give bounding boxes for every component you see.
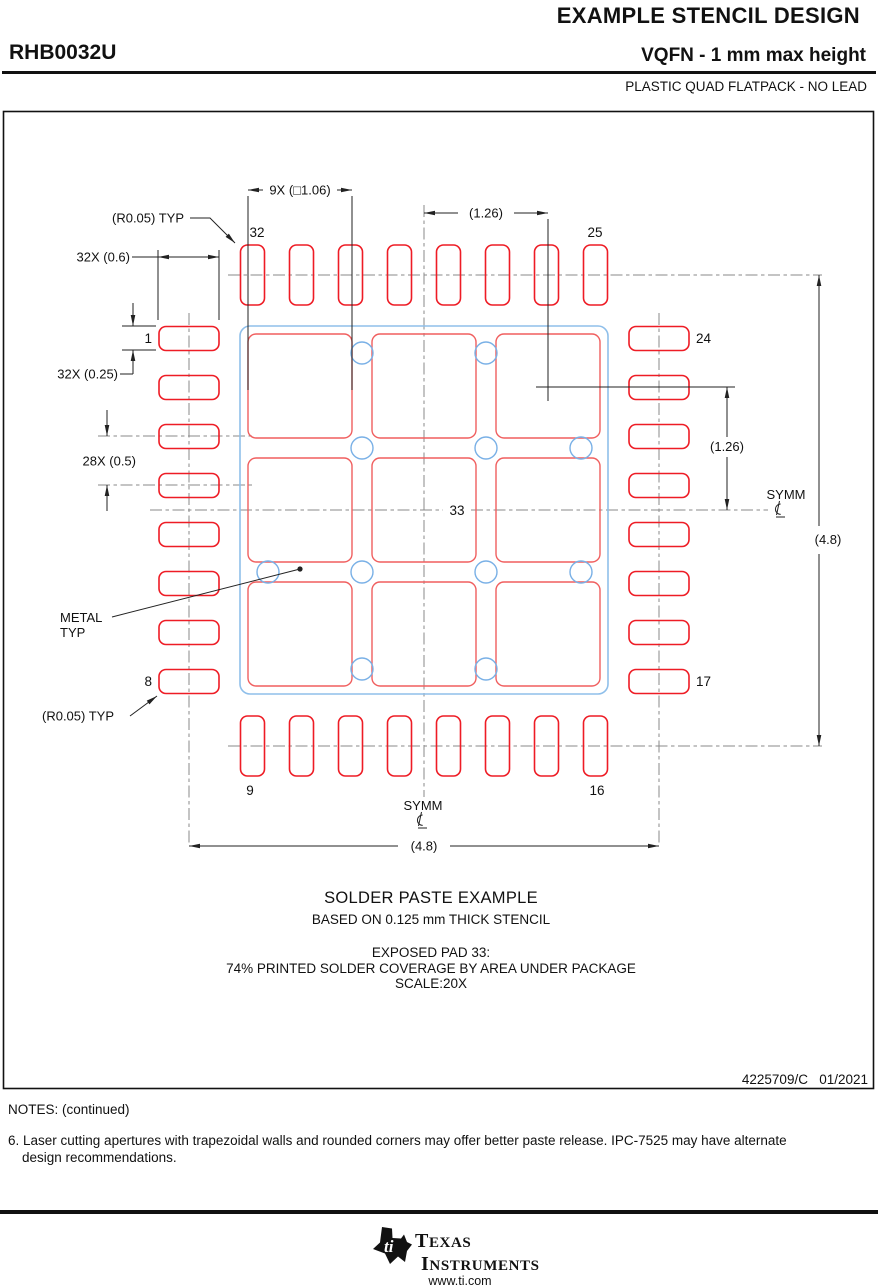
pin-16: 16: [589, 783, 605, 798]
pin-8: 8: [144, 674, 152, 689]
dimension-lines: [107, 190, 819, 846]
pin-17: 17: [696, 674, 712, 689]
dim-pad-width: 32X (0.25): [57, 366, 118, 382]
metal-label-line1: METAL: [60, 610, 103, 625]
pin-labels: [144, 225, 711, 798]
dim-spacing-y: (1.26): [710, 439, 744, 454]
centerline-symbol-right: [775, 501, 785, 517]
ti-wordmark: [415, 1231, 540, 1274]
dim-width: (4.8): [410, 838, 438, 854]
caption-scale: SCALE:20X: [394, 976, 468, 991]
notes-heading: NOTES: (continued): [8, 1102, 130, 1117]
package-type: PLASTIC QUAD FLATPACK - NO LEAD: [625, 79, 867, 94]
dimension-labels: [42, 183, 841, 854]
pin-25: 25: [587, 225, 603, 240]
caption-spacer: [0, 928, 862, 946]
pin-9: 9: [246, 783, 254, 798]
radius-typ-bottom: (R0.05) TYP: [42, 708, 115, 724]
radius-typ-top: (R0.05) TYP: [112, 210, 185, 226]
pin-32: 32: [249, 225, 265, 240]
metal-leader-dot: [297, 566, 302, 571]
package-variant: VQFN - 1 mm max height: [641, 45, 866, 66]
footer-rule: [0, 1210, 878, 1214]
caption-subtitle: BASED ON 0.125 mm THICK STENCIL: [311, 911, 551, 927]
dim-pin-pitch: 28X (0.5): [82, 453, 136, 469]
note-6-line2: design recommendations.: [22, 1149, 177, 1165]
package-code: RHB0032U: [9, 41, 117, 64]
dimension-arrowheads: [105, 188, 822, 849]
ti-wordmark-line2: INSTRUMENTS: [421, 1253, 540, 1275]
metal-label-line2: TYP: [60, 625, 86, 640]
symm-label-right: SYMM: [766, 487, 806, 502]
pin-1: 1: [144, 331, 152, 346]
dim-aperture-size: 9X (□1.06): [269, 182, 331, 198]
caption-title: SOLDER PASTE EXAMPLE: [324, 889, 538, 907]
doc-revision-number: 4225709/C 01/2021: [741, 1072, 868, 1087]
dim-spacing-x: (1.26): [469, 205, 503, 221]
ti-texas-logo-icon: [369, 1226, 413, 1270]
caption-block: [0, 890, 862, 993]
page-title: EXAMPLE STENCIL DESIGN: [556, 3, 860, 28]
caption-exposed-pad: EXPOSED PAD 33:: [371, 945, 491, 960]
ti-website-link[interactable]: www.ti.com: [428, 1274, 492, 1288]
dim-pad-length: 32X (0.6): [76, 249, 130, 265]
dim-height: (4.8): [814, 532, 842, 547]
pin-33-center-pad: 33: [449, 503, 465, 518]
note-6-line1: 6. Laser cutting apertures with trapezoidal walls and rounded corners may offer better paste release. IPC-7525 may have alternate: [8, 1133, 787, 1148]
svg-text:ti: ti: [384, 1237, 394, 1256]
caption-coverage: 74% PRINTED SOLDER COVERAGE BY AREA UNDER PACKAGE: [226, 960, 636, 976]
note-6: [8, 1133, 860, 1166]
centerline-symbol-bottom: [417, 812, 427, 828]
ti-wordmark-line1: TEXAS: [415, 1230, 472, 1252]
pin-24: 24: [696, 331, 712, 346]
symm-label-bottom: SYMM: [403, 798, 443, 813]
